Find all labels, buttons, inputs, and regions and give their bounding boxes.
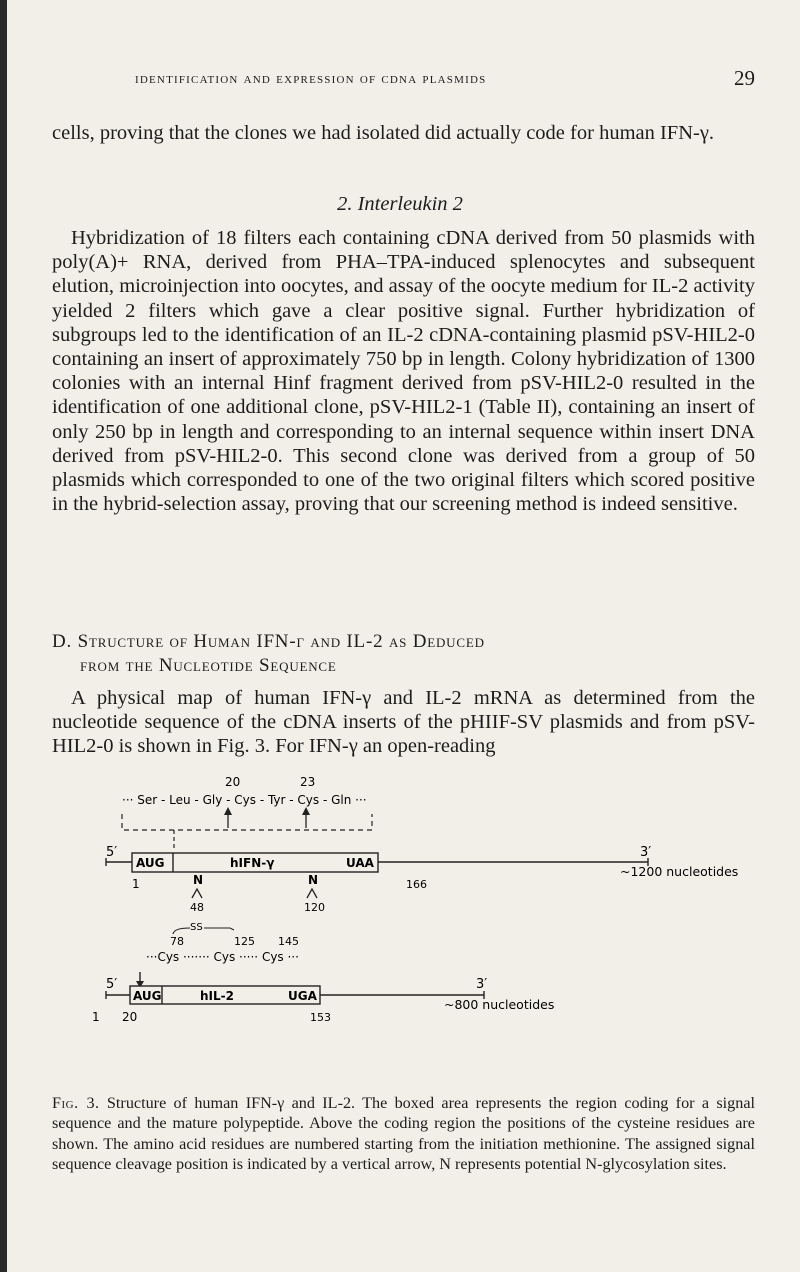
- il2-cys-line: ···Cys ······· Cys ····· Cys ···: [146, 950, 299, 964]
- ifn-aug: AUG: [136, 856, 165, 870]
- ifn-gamma-map: [106, 775, 738, 914]
- paragraph-structure: A physical map of human IFN-γ and IL-2 mRNA as determined from the nucleotide sequence of the cDNA inserts of the pHIIF-SV plasmids and from pSV-HIL2-0 is shown in Fig. 3. For IFN-γ an open-reading: [52, 687, 755, 758]
- ifn-length: ~1200 nucleotides: [620, 864, 739, 879]
- section-heading-line2: from the Nucleotide Sequence: [80, 655, 337, 676]
- ifn-cys23-arrowhead: [302, 807, 310, 815]
- ifn-glyco-mark-1: [192, 889, 202, 898]
- ifn-three-prime: 3′: [640, 845, 652, 860]
- book-spine-edge: [0, 0, 7, 1272]
- ifn-five-prime: 5′: [106, 845, 118, 860]
- ifn-pos-20: 20: [225, 775, 241, 789]
- ifn-stop-codon: UAA: [346, 856, 374, 870]
- il2-map: [92, 922, 554, 1024]
- ifn-end-pos: 166: [406, 878, 427, 891]
- il2-three-prime: 3′: [476, 977, 488, 992]
- figure-caption: [52, 1093, 755, 1174]
- il2-cleave-pos: 20: [122, 1010, 138, 1024]
- il2-length: ~800 nucleotides: [444, 997, 555, 1012]
- il2-pos-125: 125: [234, 935, 255, 948]
- il2-gene-label: hIL-2: [200, 989, 234, 1003]
- paragraph-interleukin: Hybridization of 18 filters each containing cDNA derived from 50 plasmids with poly(A)+ RNA, derived from PHA–TPA-induced splenocytes and subsequent elution, microinjection into oocytes, and assay of the oocyte medium for IL-2 activity yielded 2 filters which gave a clear positive signal. Further hybridization of subgroups led to the identification of an IL-2 cDNA-containing plasmid pSV-HIL2-0 containing an insert of approximately 750 bp in length. Colony hybridization of 1300 colonies with an internal Hinf fragment derived from pSV-HIL2-0 resulted in the identification of one additional clone, pSV-HIL2-1 (Table II), containing an insert of only 250 bp in length and corresponding to an internal sequence within insert DNA derived from pSV-HIL2-0. This second clone was derived from a group of 50 plasmids which corresponded to one of the two original filters which scored positive in the hybrid-selection assay, proving that our screening method is indeed sensitive.: [52, 227, 755, 516]
- ifn-glyco-site-1: N: [193, 873, 204, 887]
- ifn-glyco-site-2: N: [308, 873, 319, 887]
- page-number: 29: [734, 66, 755, 90]
- il2-pos-78: 78: [170, 935, 184, 948]
- paragraph-continued: cells, proving that the clones we had isolated did actually code for human IFN-γ.: [52, 122, 715, 144]
- ifn-glyco-pos-120: 120: [304, 901, 325, 914]
- figure-caption-text: Structure of human IFN-γ and IL-2. The boxed area represents the region coding for a signal sequence and the mature polypeptide. Above the coding region the positions of the cysteine residues are shown. The amino acid residues are numbered starting from the initiation methionine. The assigned signal sequence cleavage position is indicated by a vertical arrow, N represents potential N-glycosylation sites.: [52, 1094, 756, 1173]
- il2-disulfide-ss: SS: [190, 922, 203, 933]
- ifn-dashed-bracket: [122, 814, 372, 830]
- running-header: [135, 66, 755, 96]
- subsection-heading: 2. Interleukin 2: [337, 193, 463, 215]
- il2-five-prime: 5′: [106, 977, 118, 992]
- ifn-gene-label: hIFN-γ: [230, 856, 275, 870]
- section-heading: [52, 630, 755, 678]
- il2-pos-145: 145: [278, 935, 299, 948]
- figure-3-diagram: [92, 772, 750, 1092]
- figure-caption-label: Fig. 3.: [52, 1094, 100, 1112]
- il2-disulfide-bracket: [173, 928, 234, 934]
- figure-3: [92, 772, 750, 1092]
- ifn-glyco-mark-2: [307, 889, 317, 898]
- running-title: identification and expression of cdna plasmids: [135, 70, 487, 87]
- ifn-start-pos: 1: [132, 877, 140, 891]
- il2-end-pos: 153: [310, 1011, 331, 1024]
- il2-aug: AUG: [133, 989, 162, 1003]
- ifn-peptide-sequence: ··· Ser - Leu - Gly - Cys - Tyr - Cys - Gln ···: [122, 793, 367, 807]
- ifn-pos-23: 23: [300, 775, 316, 789]
- il2-start-pos: 1: [92, 1010, 100, 1024]
- section-heading-line1: D. Structure of Human IFN-γ and IL-2 as Deduced: [52, 631, 485, 652]
- ifn-glyco-pos-48: 48: [190, 901, 204, 914]
- il2-stop-codon: UGA: [288, 989, 317, 1003]
- ifn-cys20-arrowhead: [224, 807, 232, 815]
